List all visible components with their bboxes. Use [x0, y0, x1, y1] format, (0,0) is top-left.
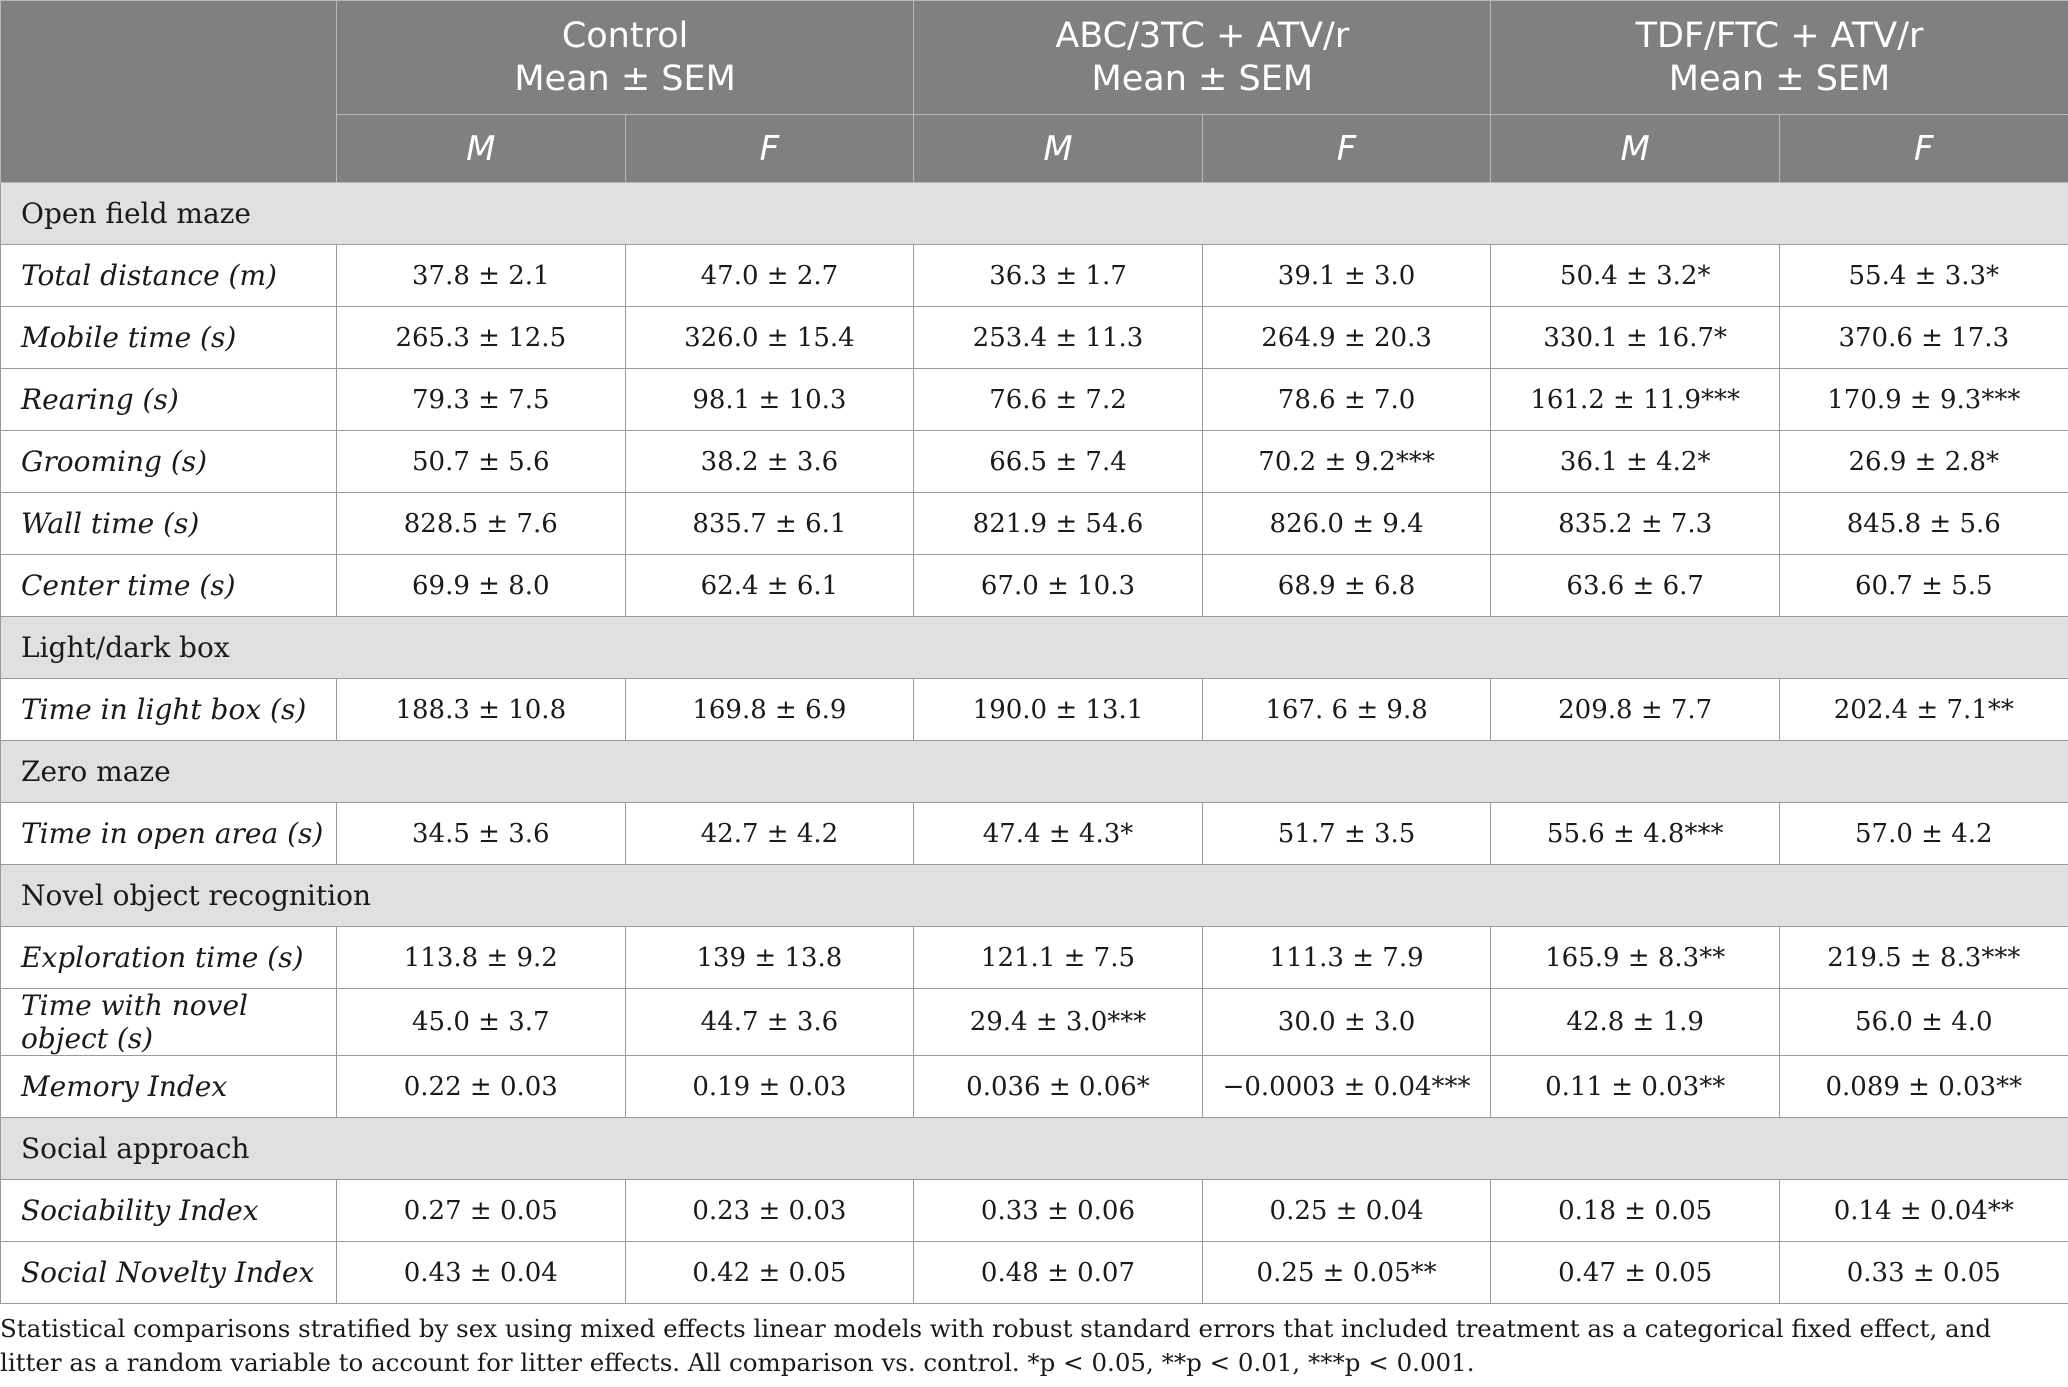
group-name: TDF/FTC + ATV/r [1635, 15, 1924, 56]
value-cell: 121.1 ± 7.5 [914, 927, 1203, 989]
value-cell: 47.0 ± 2.7 [625, 245, 914, 307]
row-label: Time with novel object (s) [1, 989, 337, 1056]
footnote-text: Statistical comparisons stratified by sex using mixed effects linear models with robust standard errors that included treatment as a categorical fixed effect, and litter as a random variable to account for litter effects. All comparison vs. control. [0, 1314, 1992, 1377]
group-header-control [337, 1, 914, 115]
section-title: Zero maze [1, 741, 2068, 803]
value-cell: 56.0 ± 4.0 [1779, 989, 2068, 1056]
value-cell: 50.4 ± 3.2* [1491, 245, 1780, 307]
footnote-sig-3: ***p < 0.001. [1308, 1348, 1475, 1377]
value-cell: 0.42 ± 0.05 [625, 1242, 914, 1304]
table-row [1, 679, 2068, 741]
value-cell: 111.3 ± 7.9 [1202, 927, 1491, 989]
row-label: Time in open area (s) [1, 803, 337, 865]
table-row [1, 555, 2068, 617]
value-cell: 79.3 ± 7.5 [337, 369, 626, 431]
group-header-row [1, 1, 2068, 115]
group-stat: Mean ± SEM [1668, 58, 1891, 99]
row-label: Grooming (s) [1, 431, 337, 493]
row-label: Social Novelty Index [1, 1242, 337, 1304]
value-cell: 70.2 ± 9.2*** [1202, 431, 1491, 493]
value-cell: 0.27 ± 0.05 [337, 1180, 626, 1242]
row-label: Mobile time (s) [1, 307, 337, 369]
footnote-sig-2: **p < 0.01, [1161, 1348, 1301, 1377]
value-cell: 253.4 ± 11.3 [914, 307, 1203, 369]
row-label: Total distance (m) [1, 245, 337, 307]
footnote-sig-1: *p < 0.05, [1027, 1348, 1154, 1377]
group-stat: Mean ± SEM [1091, 58, 1314, 99]
value-cell: 209.8 ± 7.7 [1491, 679, 1780, 741]
value-cell: 0.25 ± 0.04 [1202, 1180, 1491, 1242]
value-cell: 821.9 ± 54.6 [914, 493, 1203, 555]
value-cell: 60.7 ± 5.5 [1779, 555, 2068, 617]
value-cell: 39.1 ± 3.0 [1202, 245, 1491, 307]
value-cell: 37.8 ± 2.1 [337, 245, 626, 307]
value-cell: 264.9 ± 20.3 [1202, 307, 1491, 369]
value-cell: 202.4 ± 7.1** [1779, 679, 2068, 741]
value-cell: 0.33 ± 0.06 [914, 1180, 1203, 1242]
section-header-row [1, 865, 2068, 927]
row-label: Time in light box (s) [1, 679, 337, 741]
value-cell: 845.8 ± 5.6 [1779, 493, 2068, 555]
table-row [1, 369, 2068, 431]
value-cell: 0.33 ± 0.05 [1779, 1242, 2068, 1304]
value-cell: 50.7 ± 5.6 [337, 431, 626, 493]
table-row [1, 245, 2068, 307]
value-cell: 113.8 ± 9.2 [337, 927, 626, 989]
value-cell: 42.7 ± 4.2 [625, 803, 914, 865]
value-cell: 51.7 ± 3.5 [1202, 803, 1491, 865]
group-stat: Mean ± SEM [514, 58, 736, 99]
sex-header: F [625, 115, 914, 183]
row-label: Rearing (s) [1, 369, 337, 431]
value-cell: 0.14 ± 0.04** [1779, 1180, 2068, 1242]
value-cell: 265.3 ± 12.5 [337, 307, 626, 369]
value-cell: 29.4 ± 3.0*** [914, 989, 1203, 1056]
table-row [1, 803, 2068, 865]
value-cell: 826.0 ± 9.4 [1202, 493, 1491, 555]
value-cell: −0.0003 ± 0.04*** [1202, 1056, 1491, 1118]
value-cell: 828.5 ± 7.6 [337, 493, 626, 555]
table-row [1, 307, 2068, 369]
value-cell: 78.6 ± 7.0 [1202, 369, 1491, 431]
value-cell: 36.3 ± 1.7 [914, 245, 1203, 307]
value-cell: 0.11 ± 0.03** [1491, 1056, 1780, 1118]
value-cell: 44.7 ± 3.6 [625, 989, 914, 1056]
row-label: Wall time (s) [1, 493, 337, 555]
value-cell: 161.2 ± 11.9*** [1491, 369, 1780, 431]
table-body [1, 183, 2068, 1304]
value-cell: 170.9 ± 9.3*** [1779, 369, 2068, 431]
value-cell: 169.8 ± 6.9 [625, 679, 914, 741]
value-cell: 139 ± 13.8 [625, 927, 914, 989]
table-row [1, 1242, 2068, 1304]
value-cell: 835.2 ± 7.3 [1491, 493, 1780, 555]
value-cell: 0.23 ± 0.03 [625, 1180, 914, 1242]
value-cell: 0.22 ± 0.03 [337, 1056, 626, 1118]
value-cell: 57.0 ± 4.2 [1779, 803, 2068, 865]
value-cell: 370.6 ± 17.3 [1779, 307, 2068, 369]
value-cell: 62.4 ± 6.1 [625, 555, 914, 617]
section-header-row [1, 183, 2068, 245]
group-header-abc [914, 1, 1491, 115]
sex-header: M [337, 115, 626, 183]
value-cell: 330.1 ± 16.7* [1491, 307, 1780, 369]
value-cell: 0.036 ± 0.06* [914, 1056, 1203, 1118]
value-cell: 165.9 ± 8.3** [1491, 927, 1780, 989]
table-row [1, 1180, 2068, 1242]
value-cell: 63.6 ± 6.7 [1491, 555, 1780, 617]
value-cell: 0.47 ± 0.05 [1491, 1242, 1780, 1304]
value-cell: 0.089 ± 0.03** [1779, 1056, 2068, 1118]
table-row [1, 927, 2068, 989]
value-cell: 45.0 ± 3.7 [337, 989, 626, 1056]
value-cell: 55.4 ± 3.3* [1779, 245, 2068, 307]
value-cell: 55.6 ± 4.8*** [1491, 803, 1780, 865]
value-cell: 76.6 ± 7.2 [914, 369, 1203, 431]
corner-cell [1, 1, 337, 183]
value-cell: 36.1 ± 4.2* [1491, 431, 1780, 493]
value-cell: 26.9 ± 2.8* [1779, 431, 2068, 493]
table-row [1, 1056, 2068, 1118]
sex-header: F [1202, 115, 1491, 183]
section-header-row [1, 617, 2068, 679]
value-cell: 34.5 ± 3.6 [337, 803, 626, 865]
section-title: Light/dark box [1, 617, 2068, 679]
value-cell: 68.9 ± 6.8 [1202, 555, 1491, 617]
value-cell: 42.8 ± 1.9 [1491, 989, 1780, 1056]
value-cell: 38.2 ± 3.6 [625, 431, 914, 493]
value-cell: 66.5 ± 7.4 [914, 431, 1203, 493]
value-cell: 98.1 ± 10.3 [625, 369, 914, 431]
value-cell: 326.0 ± 15.4 [625, 307, 914, 369]
value-cell: 190.0 ± 13.1 [914, 679, 1203, 741]
row-label: Center time (s) [1, 555, 337, 617]
section-title: Social approach [1, 1118, 2068, 1180]
group-header-tdf [1491, 1, 2068, 115]
value-cell: 30.0 ± 3.0 [1202, 989, 1491, 1056]
table-row [1, 493, 2068, 555]
value-cell: 0.25 ± 0.05** [1202, 1242, 1491, 1304]
section-title: Novel object recognition [1, 865, 2068, 927]
value-cell: 0.43 ± 0.04 [337, 1242, 626, 1304]
value-cell: 0.48 ± 0.07 [914, 1242, 1203, 1304]
value-cell: 67.0 ± 10.3 [914, 555, 1203, 617]
value-cell: 0.18 ± 0.05 [1491, 1180, 1780, 1242]
row-label: Sociability Index [1, 1180, 337, 1242]
value-cell: 835.7 ± 6.1 [625, 493, 914, 555]
sex-header: M [1491, 115, 1780, 183]
value-cell: 188.3 ± 10.8 [337, 679, 626, 741]
value-cell: 167. 6 ± 9.8 [1202, 679, 1491, 741]
sex-header: F [1779, 115, 2068, 183]
group-name: ABC/3TC + ATV/r [1055, 15, 1350, 56]
value-cell: 69.9 ± 8.0 [337, 555, 626, 617]
value-cell: 0.19 ± 0.03 [625, 1056, 914, 1118]
row-label: Memory Index [1, 1056, 337, 1118]
table-footnote [0, 1312, 2060, 1380]
section-header-row [1, 741, 2068, 803]
section-title: Open field maze [1, 183, 2068, 245]
row-label: Exploration time (s) [1, 927, 337, 989]
section-header-row [1, 1118, 2068, 1180]
sex-header: M [914, 115, 1203, 183]
value-cell: 47.4 ± 4.3* [914, 803, 1203, 865]
group-name: Control [561, 15, 689, 56]
table-row [1, 989, 2068, 1056]
value-cell: 219.5 ± 8.3*** [1779, 927, 2068, 989]
table-row [1, 431, 2068, 493]
